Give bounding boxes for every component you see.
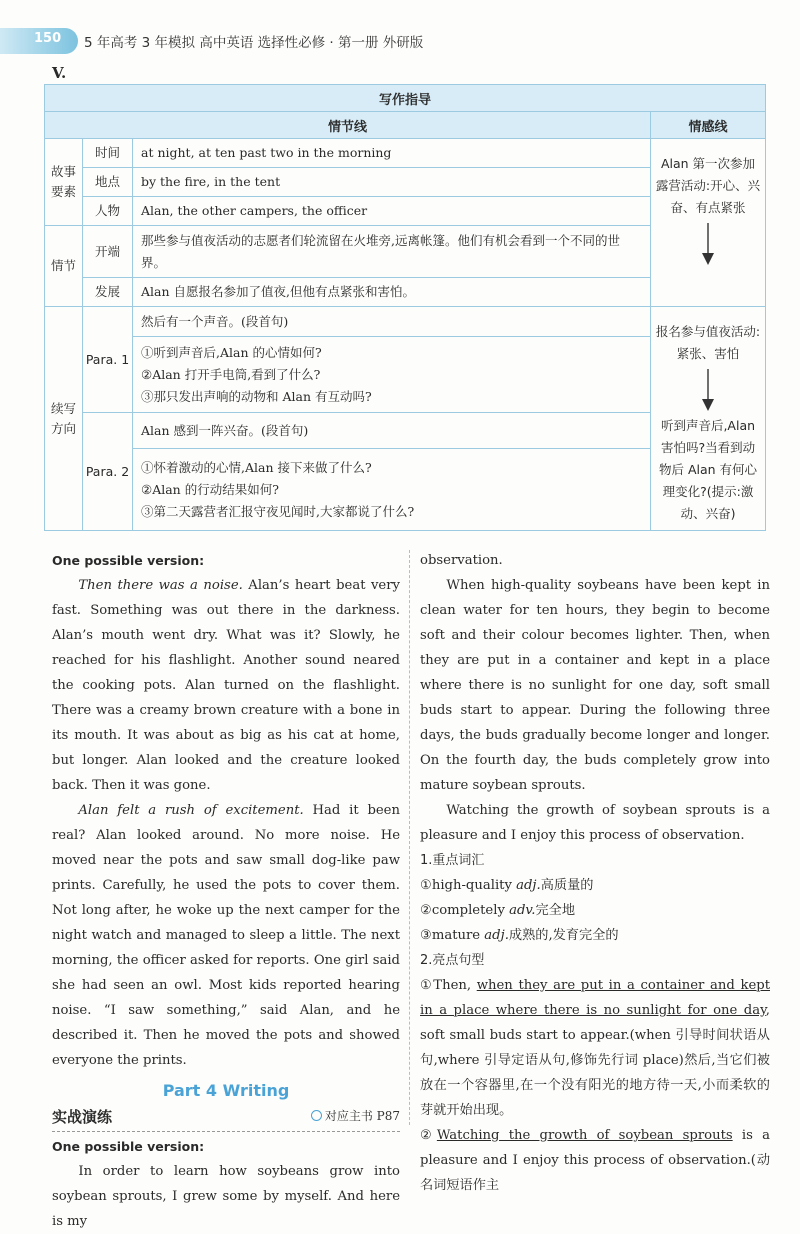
practice-bar [52,1104,400,1132]
essay-continuation: observation. [420,553,503,568]
vocab-title: 1.重点词汇 [420,853,485,868]
essay-paragraph-2: When high-quality soybeans have been kept in clean water for ten hours, they begin to become soft and their colour becomes lighter. Then, when they are put in a container and kept in a place where there is no sunlight for one day, soft small buds start to appear. During the following three days, the buds gradually become longer and longer. On the fourth day, the buds completely grow into mature soybean sprouts. [420,578,770,793]
para2-first-sentence: Alan 感到一阵兴奋。(段首句) [133,413,651,449]
para1-questions [133,337,651,413]
continuation-label: 续写方向 [45,307,83,531]
possible-version-label: One possible version: [52,553,205,568]
characters-value: Alan, the other campers, the officer [133,197,651,226]
question: ①听到声音后,Alan 的心情如何? [141,344,322,360]
emotion-cell-2 [651,307,766,531]
question: ②Alan 的行动结果如何? [141,481,279,497]
para1-label: Para. 1 [83,307,133,413]
page-header [0,28,800,54]
guide-title: 写作指导 [45,85,766,112]
practice-title: 实战演练 [52,1108,113,1126]
right-column [420,548,770,1198]
time-value: at night, at ten past two in the morning [133,139,651,168]
question: ①怀着激动的心情,Alan 接下来做了什么? [141,459,372,475]
vocab-item: ③mature adj.成熟的,发育完全的 [420,928,619,943]
story-paragraph-2 [52,798,400,1073]
vocab-item: ②completely adv.完全地 [420,903,576,918]
possible-version-label-2: One possible version: [52,1139,205,1154]
para2-questions [133,449,651,531]
development-label: 发展 [83,278,133,307]
question: ③第二天露营者汇报守夜见闻时,大家都说了什么? [141,503,415,519]
characters-label: 人物 [83,197,133,226]
down-arrow-icon [701,223,715,265]
emotion-after-sound: 听到声音后,Alan 害怕吗?当看到动物后 Alan 有何心理变化?(提示:激动、兴奋) [658,418,758,521]
sentence-item-1: ①Then, when they are put in a container and kept in a place where there is no sunlight for one day, soft small buds start to appear.(when 引导时间状语从句,where 引导定语从句,修饰先行词 place)然后,当它们被放在一个容器里,在一个没有阳光的地方待一天,小而柔软的芽就开始出现。 [420,978,770,1118]
emotion-night-watch: 报名参与值夜活动:紧张、害怕 [655,324,761,361]
emotion-line-header: 情感线 [651,112,766,139]
part-title: Part 4 Writing [162,1081,290,1100]
section-number: V. [52,64,67,82]
story-elements-label: 故事要素 [45,139,83,226]
story-paragraph-1 [52,573,400,798]
emotion-first-camping: Alan 第一次参加露营活动:开心、兴奋、有点紧张 [655,156,761,215]
para2-label: Para. 2 [83,413,133,531]
plot-label: 情节 [45,226,83,307]
vocab-item: ①high-quality adj.高质量的 [420,878,594,893]
column-divider [409,550,410,1125]
development-value: Alan 自愿报名参加了值夜,但他有点紧张和害怕。 [133,278,651,307]
question: ③那只发出声响的动物和 Alan 有互动吗? [141,388,372,404]
book-title: 5 年高考 3 年模拟 高中英语 选择性必修 · 第一册 外研版 [84,35,424,51]
question: ②Alan 打开手电筒,看到了什么? [141,366,321,382]
left-column [52,548,400,1234]
paragraph-lead: Then there was a noise. [78,578,243,593]
beginning-value: 那些参与值夜活动的志愿者们轮流留在火堆旁,远离帐篷。他们有机会看到一个不同的世界。 [133,226,651,278]
paragraph-lead: Alan felt a rush of excitement. [78,803,304,818]
sentence-title: 2.亮点句型 [420,953,485,968]
practice-reference: 对应主书 P87 [311,1104,400,1129]
essay-paragraph-3: Watching the growth of soybean sprouts is a pleasure and I enjoy this process of observation. [420,803,770,843]
writing-guide-table [44,84,766,531]
essay-paragraph-1: In order to learn how soybeans grow into soybean sprouts, I grew some by myself. And here is my [52,1164,400,1229]
sentence-item-2: ②Watching the growth of soybean sprouts is a pleasure and I enjoy this process of observation.(动名词短语作主 [420,1128,770,1193]
place-label: 地点 [83,168,133,197]
paragraph-text: Alan’s heart beat very fast. Something was out there in the darkness. Alan’s mouth went dry. What was it? Slowly, he reached for his flashlight. Another sound neared the cooking pots. Alan turned on the flashlight. There was a creamy brown creature with a bone in its mouth. It was about as big as his cat at home, but longer. Alan looked and the creature looked back. Then it was gone. [52,578,400,793]
time-label: 时间 [83,139,133,168]
search-icon [311,1110,322,1121]
para1-first-sentence: 然后有一个声音。(段首句) [133,307,651,337]
paragraph-text: Had it been real? Alan looked around. No more noise. He moved near the pots and saw small dog-like paw prints. Carefully, he used the pots to cover them. Not long after, he woke up the next camper for the night watch and managed to sleep a little. The next morning, the officer asked for reports. One girl said she had seen an owl. Most kids reported hearing noise. “I saw something,” said Alan, and he described it. Then he moved the pots and showed everyone the prints. [52,803,400,1068]
emotion-cell-1 [651,139,766,307]
down-arrow-icon [701,369,715,411]
place-value: by the fire, in the tent [133,168,651,197]
beginning-label: 开端 [83,226,133,278]
plot-line-header: 情节线 [45,112,651,139]
page-number: 150 [34,31,62,46]
